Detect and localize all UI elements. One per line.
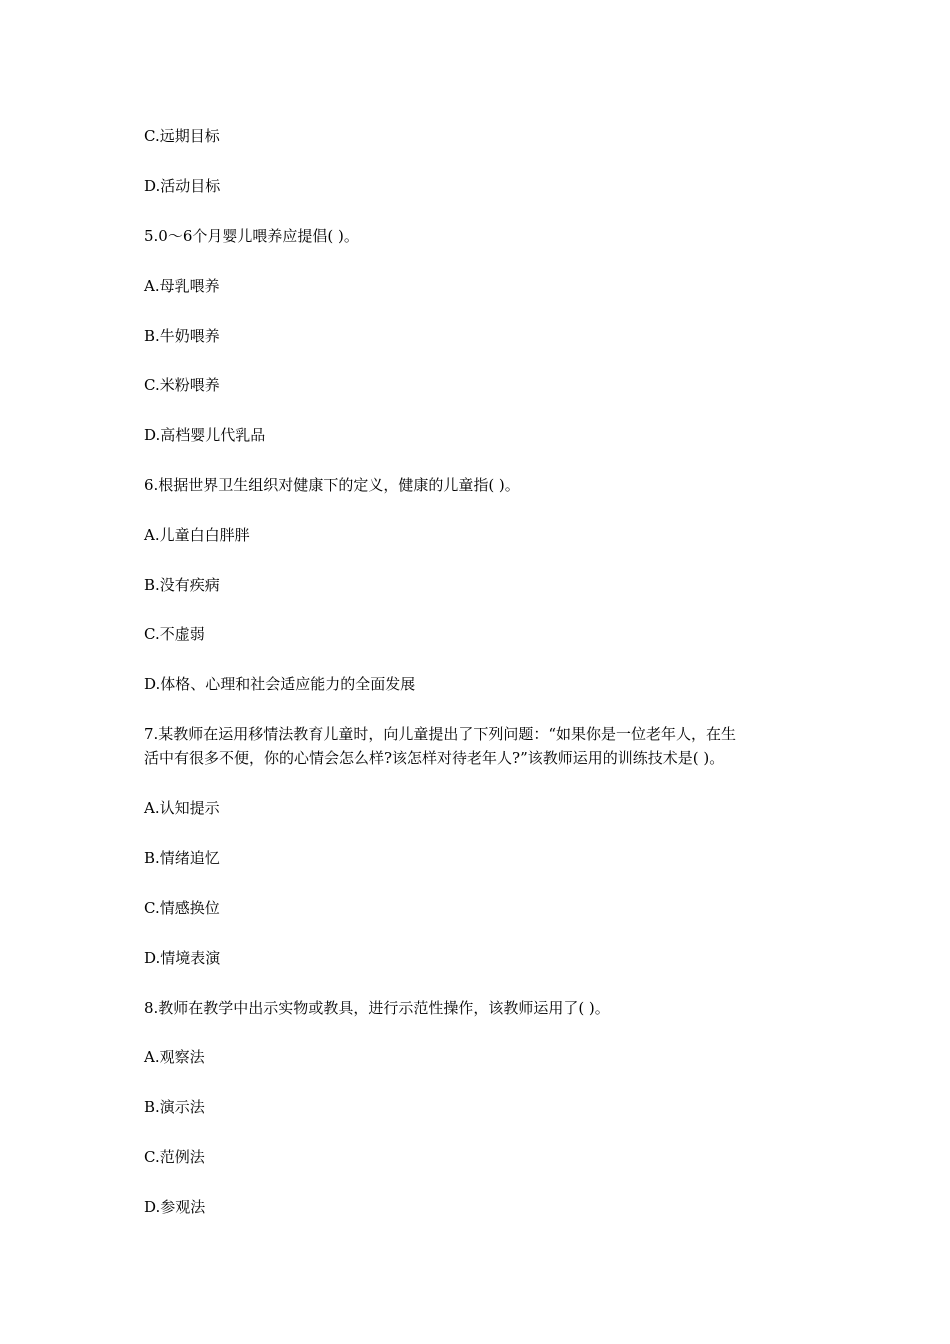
question-6: 6.根据世界卫生组织对健康下的定义，健康的儿童指( )。 <box>144 476 520 494</box>
option-7d: D.情境表演 <box>144 949 221 967</box>
option-6d: D.体格、心理和社会适应能力的全面发展 <box>144 675 416 693</box>
question-7-line-2: 活中有很多不便，你的心情会怎么样?该怎样对待老年人?”该教师运用的训练技术是( )。 <box>144 749 725 767</box>
option-5b: B.牛奶喂养 <box>144 327 220 345</box>
option-4c: C.远期目标 <box>144 127 220 145</box>
option-6b: B.没有疾病 <box>144 576 220 594</box>
option-8b: B.演示法 <box>144 1098 205 1116</box>
option-8c: C.范例法 <box>144 1148 205 1166</box>
option-6c: C.不虚弱 <box>144 625 205 643</box>
option-5a: A.母乳喂养 <box>144 277 220 295</box>
option-7b: B.情绪追忆 <box>144 849 220 867</box>
option-8d: D.参观法 <box>144 1198 206 1216</box>
option-7c: C.情感换位 <box>144 899 220 917</box>
option-4d: D.活动目标 <box>144 177 221 195</box>
question-7-line-1: 7.某教师在运用移情法教育儿童时，向儿童提出了下列问题：“如果你是一位老年人，在生 <box>144 725 736 743</box>
question-8: 8.教师在教学中出示实物或教具，进行示范性操作，该教师运用了( )。 <box>144 999 610 1017</box>
option-7a: A.认知提示 <box>144 799 220 817</box>
option-8a: A.观察法 <box>144 1048 205 1066</box>
option-6a: A.儿童白白胖胖 <box>144 526 250 544</box>
option-5c: C.米粉喂养 <box>144 376 220 394</box>
question-5: 5.0～6个月婴儿喂养应提倡( )。 <box>144 227 359 245</box>
option-5d: D.高档婴儿代乳品 <box>144 426 266 444</box>
